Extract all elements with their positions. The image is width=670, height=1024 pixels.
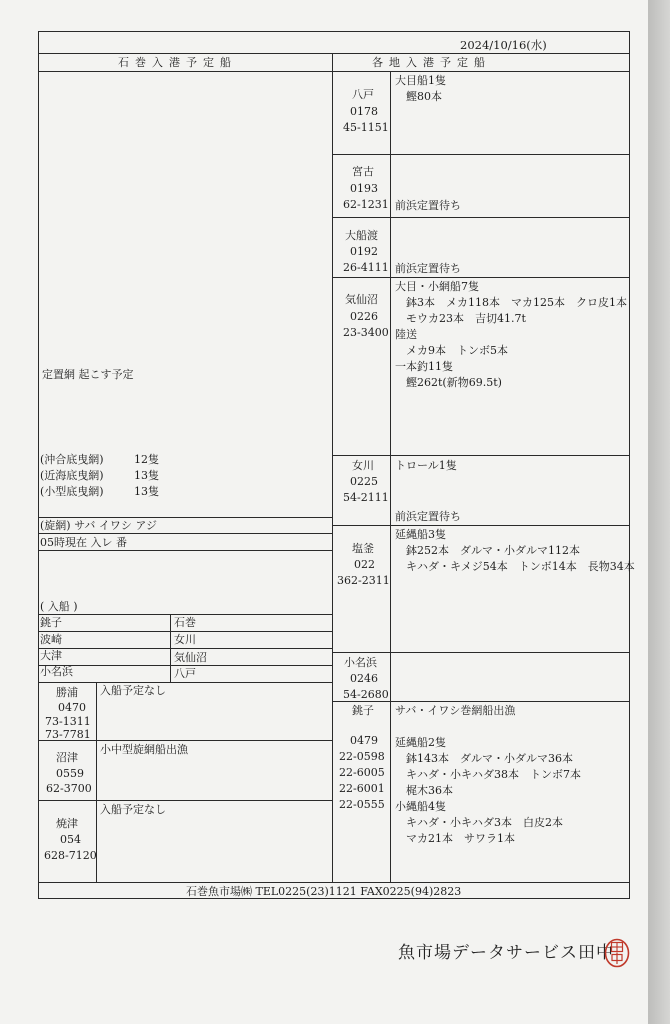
divider bbox=[38, 533, 333, 534]
port-phone: 54-2680 bbox=[343, 688, 389, 701]
port-note: 小中型旋網船出漁 bbox=[100, 743, 188, 756]
port-area-code: 0559 bbox=[56, 767, 84, 780]
port-phone: 73-1311 bbox=[45, 715, 91, 728]
port-phone: 62-3700 bbox=[46, 782, 92, 795]
port-name: 大船渡 bbox=[345, 229, 378, 242]
port-name: 女川 bbox=[352, 459, 374, 472]
arrivals-label: ( 入船 ) bbox=[40, 600, 78, 613]
port-detail-line: 延縄船2隻 bbox=[395, 736, 446, 749]
purse-seine-line: (旋網) サバ イワシ アジ bbox=[40, 519, 157, 532]
port-detail-line: トロール1隻 bbox=[395, 459, 457, 472]
port-name: 小名浜 bbox=[344, 656, 377, 669]
port-phone: 22-6005 bbox=[339, 766, 385, 779]
port-name: 勝浦 bbox=[56, 686, 78, 699]
trawl-label: (小型底曳網) bbox=[40, 485, 104, 498]
port-area-code: 022 bbox=[354, 558, 375, 571]
divider bbox=[38, 648, 333, 649]
teichi-note: 定置網 起こす予定 bbox=[42, 368, 134, 381]
current-status-line: 05時現在 入レ 番 bbox=[40, 536, 127, 549]
port-area-code: 0226 bbox=[350, 310, 378, 323]
port-detail-line: 鰹262t(新物69.5t) bbox=[395, 376, 502, 389]
port-phone: 73-7781 bbox=[45, 728, 91, 741]
port-area-code: 0192 bbox=[350, 245, 378, 258]
port-note: 入船予定なし bbox=[100, 803, 166, 816]
port-phone: 22-0555 bbox=[339, 798, 385, 811]
port-name: 八戸 bbox=[352, 88, 374, 101]
arrival-port: 銚子 bbox=[40, 616, 62, 629]
port-phone: 62-1231 bbox=[343, 198, 389, 211]
port-area-code: 0470 bbox=[58, 701, 86, 714]
trawl-count: 12隻 bbox=[134, 453, 159, 466]
port-detail-line: 一本釣11隻 bbox=[395, 360, 453, 373]
divider bbox=[38, 550, 333, 551]
port-phone: 22-6001 bbox=[339, 782, 385, 795]
arrival-port: 八戸 bbox=[174, 667, 196, 680]
port-detail-line: メカ9本 トンボ5本 bbox=[395, 344, 508, 357]
port-name: 気仙沼 bbox=[345, 293, 378, 306]
port-detail-line: 前浜定置待ち bbox=[395, 199, 461, 212]
divider bbox=[333, 217, 629, 218]
port-name: 宮古 bbox=[352, 165, 374, 178]
report-date: 2024/10/16(水) bbox=[460, 38, 547, 52]
divider bbox=[96, 740, 333, 741]
port-name: 塩釜 bbox=[352, 542, 374, 555]
divider bbox=[38, 71, 630, 72]
port-detail-line: モウカ23本 吉切41.7t bbox=[395, 312, 526, 325]
arrival-port: 波崎 bbox=[40, 633, 62, 646]
port-detail-line: 延縄船3隻 bbox=[395, 528, 446, 541]
port-phone: 26-4111 bbox=[343, 261, 389, 274]
port-phone: 628-7120 bbox=[44, 849, 97, 862]
arrival-port: 気仙沼 bbox=[174, 651, 207, 664]
divider bbox=[38, 682, 333, 683]
port-detail-line: 鉢143本 ダルマ・小ダルマ36本 bbox=[395, 752, 573, 765]
arrival-port: 女川 bbox=[174, 633, 196, 646]
port-detail-line: 鰹80本 bbox=[395, 90, 442, 103]
port-detail-line: キハダ・キメジ54本 トンボ14本 長物34本 bbox=[395, 560, 635, 573]
port-detail-line: 大目・小網船7隻 bbox=[395, 280, 479, 293]
port-detail-line: マカ21本 サワラ1本 bbox=[395, 832, 515, 845]
main-column-divider bbox=[332, 53, 333, 882]
arrival-port: 小名浜 bbox=[40, 665, 73, 678]
port-area-code: 0225 bbox=[350, 475, 378, 488]
divider bbox=[333, 455, 629, 456]
port-name: 銚子 bbox=[352, 704, 374, 717]
port-phone: 45-1151 bbox=[343, 121, 389, 134]
divider bbox=[38, 800, 333, 801]
port-area-code: 0178 bbox=[350, 105, 378, 118]
seal-stamp-icon bbox=[604, 938, 630, 968]
port-detail-line: 小縄船4隻 bbox=[395, 800, 446, 813]
port-area-code: 054 bbox=[60, 833, 81, 846]
trawl-count: 13隻 bbox=[134, 469, 159, 482]
trawl-label: (近海底曳網) bbox=[40, 469, 104, 482]
divider bbox=[333, 525, 629, 526]
trawl-count: 13隻 bbox=[134, 485, 159, 498]
port-area-code: 0479 bbox=[350, 734, 378, 747]
port-note: 入船予定なし bbox=[100, 684, 166, 697]
port-detail-line: キハダ・小キハダ3本 白皮2本 bbox=[395, 816, 563, 829]
port-area-code: 0193 bbox=[350, 182, 378, 195]
trawl-label: (沖合底曳網) bbox=[40, 453, 104, 466]
port-detail-line: 梶木36本 bbox=[395, 784, 453, 797]
port-detail-line: 前浜定置待ち bbox=[395, 262, 461, 275]
port-phone: 362-2311 bbox=[337, 574, 390, 587]
port-column-divider bbox=[390, 71, 391, 882]
port-area-code: 0246 bbox=[350, 672, 378, 685]
divider bbox=[333, 277, 629, 278]
divider bbox=[333, 652, 629, 653]
divider bbox=[333, 154, 629, 155]
ishinomaki-header: 石巻入港予定船 bbox=[118, 56, 237, 69]
divider bbox=[38, 882, 630, 883]
paper-edge-shadow bbox=[648, 0, 670, 1024]
arrival-port: 大津 bbox=[40, 649, 62, 662]
port-detail-line: サバ・イワシ巻網船出漁 bbox=[395, 704, 516, 717]
port-phone: 54-2111 bbox=[343, 491, 389, 504]
port-phone: 23-3400 bbox=[343, 326, 389, 339]
port-detail-line: キハダ・小キハダ38本 トンボ7本 bbox=[395, 768, 581, 781]
port-detail-line: 鉢252本 ダルマ・小ダルマ112本 bbox=[395, 544, 580, 557]
signature-text: 魚市場データサービス田中 bbox=[398, 943, 614, 963]
port-phone: 22-0598 bbox=[339, 750, 385, 763]
port-detail-line: 大目船1隻 bbox=[395, 74, 446, 87]
port-detail-line: 陸送 bbox=[395, 328, 417, 341]
other-ports-header: 各地入港予定船 bbox=[372, 56, 491, 69]
port-detail-line: 鉢3本 メカ118本 マカ125本 クロ皮1本 bbox=[395, 296, 627, 309]
divider bbox=[38, 53, 630, 54]
port-name: 焼津 bbox=[56, 817, 78, 830]
port-name: 沼津 bbox=[56, 751, 78, 764]
port-detail-line: 前浜定置待ち bbox=[395, 510, 461, 523]
footer-contact: 石巻魚市場㈱ TEL0225(23)1121 FAX0225(94)2823 bbox=[186, 885, 462, 898]
arrival-port: 石巻 bbox=[174, 616, 196, 629]
